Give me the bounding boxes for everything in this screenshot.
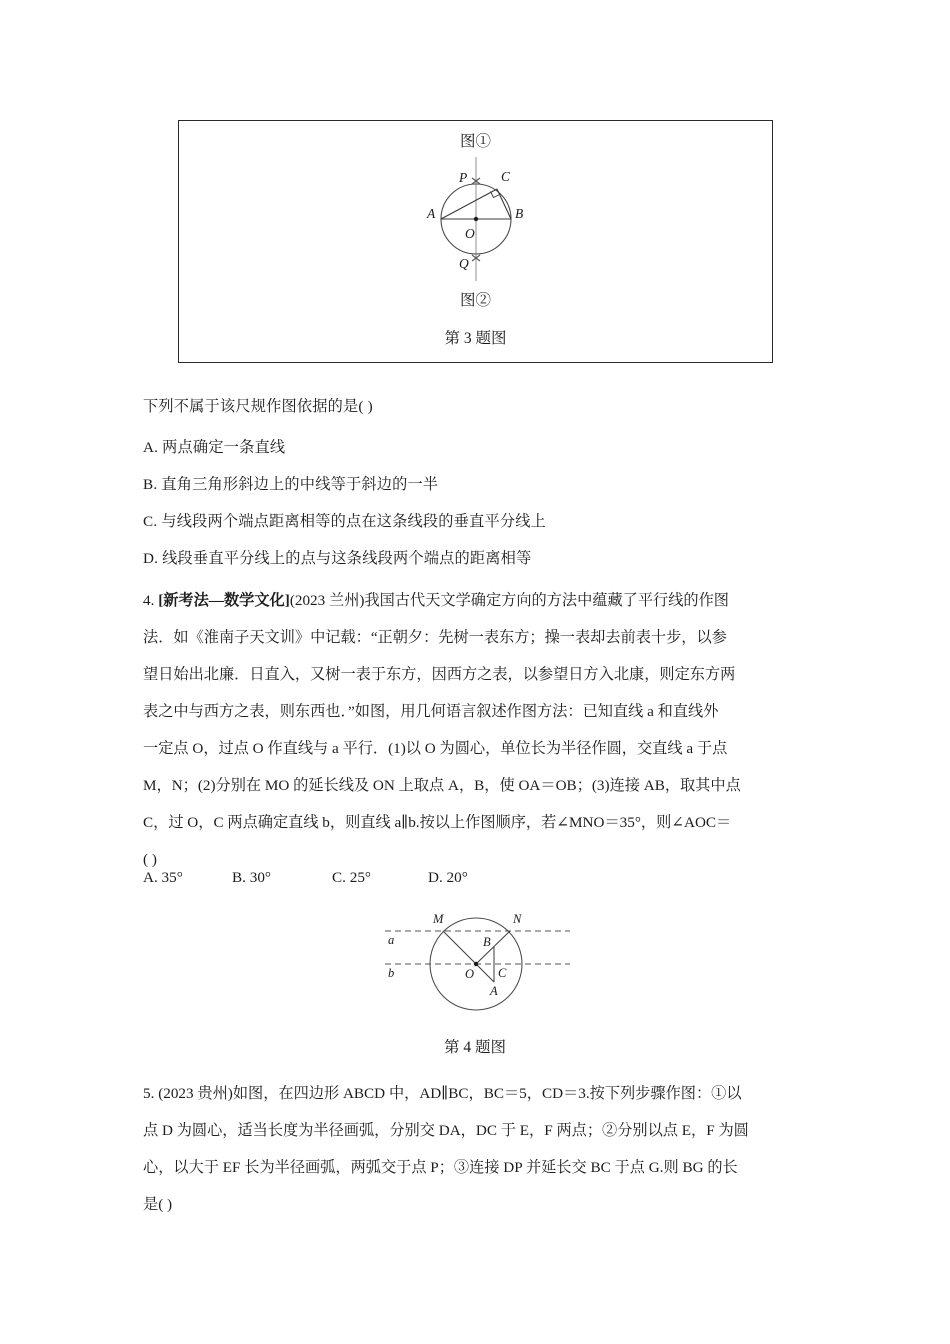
- segment-mo: [443, 931, 476, 964]
- question-3-stem: 下列不属于该尺规作图依据的是( ): [143, 398, 373, 415]
- question-5-line-1: 5. (2023 贵州)如图，在四边形 ABCD 中，AD∥BC，BC＝5，CD＝3.按下列步骤作图：①以: [143, 1085, 742, 1102]
- question-3-option-a[interactable]: A. 两点确定一条直线: [143, 439, 286, 456]
- question-4-line-8: ( ): [143, 851, 157, 868]
- label-c: C: [501, 169, 511, 184]
- center-point-o-fig4: [474, 962, 478, 966]
- label-o: O: [465, 226, 475, 241]
- question-4-option-c[interactable]: C. 25°: [332, 869, 371, 886]
- label-o-fig4: O: [465, 967, 475, 981]
- question-5-line-3: 心，以大于 EF 长为半径画弧，两弧交于点 P；③连接 DP 并延长交 BC 于点 G.则 BG 的长: [143, 1159, 738, 1176]
- question-5-line-4: 是( ): [143, 1196, 173, 1213]
- figure-4-diagram: [355, 898, 605, 1023]
- label-b: B: [515, 206, 524, 221]
- question-4-line-6: M，N；(2)分别在 MO 的延长线及 ON 上取点 A，B，使 OA＝OB；(3)连接 AB，取其中点: [143, 777, 741, 794]
- figure-3-diagram: [179, 149, 774, 289]
- question-5-body: [143, 1075, 821, 1223]
- question-4-tag: [新考法—数学文化]: [158, 592, 290, 609]
- figure-4-caption: 第 4 题图: [443, 1039, 506, 1056]
- segment-no: [476, 931, 510, 964]
- question-4-line-3: 望日始出北廉．日直入，又树一表于东方，因西方之表，以参望日方入北康，则定东方两: [143, 666, 736, 683]
- question-4-option-b[interactable]: B. 30°: [232, 869, 271, 886]
- label-a: A: [427, 206, 436, 221]
- label-line-a: a: [388, 933, 395, 947]
- question-4-line-7: C，过 O，C 两点确定直线 b，则直线 a∥b.按以上作图顺序，若∠MNO＝35°，则∠AOC＝: [143, 814, 732, 831]
- label-q: Q: [459, 256, 469, 271]
- question-4-source: (2023 兰州): [289, 592, 365, 609]
- segment-ac: [441, 189, 497, 219]
- question-3-option-b[interactable]: B. 直角三角形斜边上的中线等于斜边的一半: [143, 476, 439, 493]
- label-c-fig4: C: [498, 966, 507, 980]
- figure-3-caption: 第 3 题图: [444, 330, 507, 347]
- figure-4-container: [355, 898, 605, 1023]
- question-4-option-a[interactable]: A. 35°: [143, 869, 183, 886]
- label-line-b: b: [388, 966, 395, 980]
- figure-3-box: [178, 120, 773, 363]
- figure-3-label-mid: 图②: [459, 292, 491, 309]
- question-4-body: [143, 582, 821, 878]
- segment-cb: [497, 189, 511, 219]
- segment-oa: [476, 964, 494, 982]
- label-b-fig4: B: [483, 935, 491, 949]
- question-4-line-1: [143, 582, 821, 619]
- label-a-fig4: A: [490, 984, 498, 998]
- question-4-line-2: 法．如《淮南子天文训》中记载：“正朝夕：先树一表东方；操一表却去前表十步，以参: [143, 629, 727, 646]
- label-p: P: [459, 170, 468, 185]
- question-4-text-1: 我国古代天文学确定方向的方法中蕴藏了平行线的作图: [364, 592, 729, 609]
- question-3-option-d[interactable]: D. 线段垂直平分线上的点与这条线段两个端点的距离相等: [143, 550, 532, 567]
- label-m-fig4: M: [433, 912, 444, 926]
- question-5-line-2: 点 D 为圆心，适当长度为半径画弧，分别交 DA，DC 于 E，F 两点；②分别以点 E，F 为圆: [143, 1122, 749, 1139]
- question-4-line-4: 表之中与西方之表，则东西也．”如图，用几何语言叙述作图方法：已知直线 a 和直线外: [143, 703, 719, 720]
- question-4-number: 4.: [143, 592, 155, 609]
- label-n-fig4: N: [513, 912, 522, 926]
- question-4-option-d[interactable]: D. 20°: [428, 869, 468, 886]
- question-3-option-c[interactable]: C. 与线段两个端点距离相等的点在这条线段的垂直平分线上: [143, 513, 547, 530]
- question-4-line-5: 一定点 O，过点 O 作直线与 a 平行．(1)以 O 为圆心，单位长为半径作圆，交直线 a 于点: [143, 740, 728, 757]
- center-point-o: [474, 217, 478, 221]
- figure-3-label-top: 图①: [459, 133, 491, 150]
